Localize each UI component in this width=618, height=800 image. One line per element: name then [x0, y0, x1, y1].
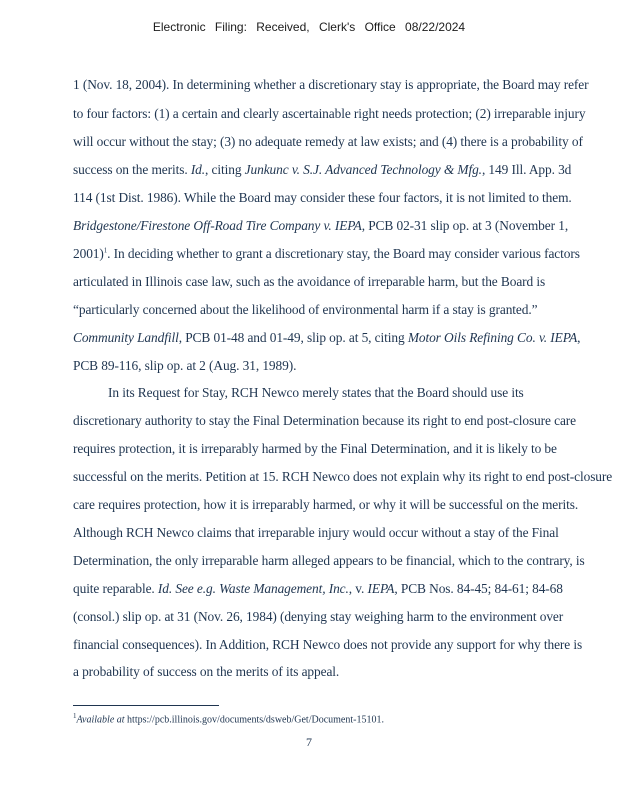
footnote-divider	[73, 705, 219, 706]
text-line	[73, 553, 585, 569]
text-line	[73, 664, 339, 680]
text-segment: quite reparable.	[73, 581, 158, 596]
text-segment: Id. See e.g. Waste Management, Inc.	[157, 581, 349, 596]
text-segment: requires protection, it is irreparably harmed by the Final Determination, and it is likely to be	[73, 441, 557, 456]
text-line	[73, 302, 537, 318]
text-segment: Motor Oils Refining Co. v. IEPA	[407, 330, 578, 345]
footnote	[73, 712, 384, 725]
footnote-ref: 1	[103, 246, 108, 255]
text-segment: Bridgestone/Firestone Off-Road Tire Company v. IEPA	[73, 218, 362, 233]
text-segment: Junkunc v. S.J. Advanced Technology & Mfg.	[244, 162, 482, 177]
text-line	[73, 358, 296, 374]
text-segment: , 149 Ill. App. 3d	[481, 162, 572, 177]
text-segment: Id.	[190, 162, 206, 177]
footnote-marker: 1	[73, 712, 77, 720]
text-line	[73, 525, 559, 541]
text-segment: , PCB Nos. 84-45; 84-61; 84-68	[394, 581, 563, 596]
text-segment: , PCB 01-48 and 01-49, slip op. at 5, citing	[178, 330, 408, 345]
text-segment: 114 (1st Dist. 1986). While the Board may consider these four factors, it is not limited to them.	[73, 190, 572, 205]
text-segment: 2001)	[73, 246, 104, 261]
text-segment: Although RCH Newco claims that irreparable injury would occur without a stay of the Final	[73, 525, 559, 540]
text-segment: In its Request for Stay, RCH Newco merely states that the Board should use its	[108, 385, 524, 400]
text-line	[73, 77, 589, 93]
text-line	[73, 218, 568, 234]
text-line	[73, 441, 557, 457]
text-segment: Determination, the only irreparable harm alleged appears to be financial, which to the contrary, is	[73, 553, 585, 568]
text-segment: ,	[577, 330, 581, 345]
text-line	[73, 609, 563, 625]
text-segment: articulated in Illinois case law, such as the avoidance of irreparable harm, but the Board is	[73, 274, 546, 289]
text-segment: (consol.) slip op. at 31 (Nov. 26, 1984) (denying stay weighing harm to the environment over	[73, 609, 564, 624]
text-line	[73, 274, 545, 290]
text-segment: success on the merits.	[73, 162, 191, 177]
text-segment: “particularly concerned about the likelihood of environmental harm if a stay is granted.”	[73, 302, 538, 317]
text-line	[73, 637, 582, 653]
text-line	[73, 106, 585, 122]
text-segment: successful on the merits. Petition at 15. RCH Newco does not explain why its right to end post-closure	[73, 469, 613, 484]
text-line	[73, 162, 571, 178]
text-line	[73, 134, 583, 150]
footnote-lead: Available at	[76, 714, 125, 726]
text-segment: will occur without the stay; (3) no adequate remedy at law exists; and (4) there is a probability of	[73, 134, 583, 149]
text-line	[73, 413, 576, 429]
text-segment: Community Landfill	[73, 330, 179, 345]
text-segment: PCB 89-116, slip op. at 2 (Aug. 31, 1989).	[73, 358, 297, 373]
text-segment: care requires protection, how it is irreparably harmed, or why it will be successful on the merits.	[73, 497, 579, 512]
text-segment: to four factors: (1) a certain and clearly ascertainable right needs protection; (2) irreparable injury	[73, 106, 586, 121]
text-segment: a probability of success on the merits of its appeal.	[73, 664, 340, 679]
footnote-url[interactable]: https://pcb.illinois.gov/documents/dsweb/Get/Document-15101.	[124, 714, 384, 726]
text-line	[73, 581, 563, 597]
text-segment: discretionary authority to stay the Final Determination because its right to end post-closure care	[73, 413, 576, 428]
text-segment: . In deciding whether to grant a discretionary stay, the Board may consider various factors	[107, 246, 580, 261]
text-segment: , PCB 02-31 slip op. at 3 (November 1,	[361, 218, 569, 233]
text-segment: financial consequences). In Addition, RCH Newco does not provide any support for why there is	[73, 637, 583, 652]
page-number: 7	[306, 735, 312, 749]
text-line	[73, 246, 580, 262]
text-segment: IEPA	[367, 581, 395, 596]
text-line	[73, 330, 580, 346]
text-segment: , v.	[348, 581, 368, 596]
text-line	[73, 190, 572, 206]
text-segment: 1 (Nov. 18, 2004). In determining whether a discretionary stay is appropriate, the Board may refer	[73, 77, 589, 92]
text-line	[73, 497, 578, 513]
text-line	[108, 385, 524, 401]
text-line	[73, 469, 612, 485]
filing-header: Electronic Filing: Received, Clerk's Office 08/22/2024	[152, 20, 466, 34]
text-segment: , citing	[205, 162, 245, 177]
